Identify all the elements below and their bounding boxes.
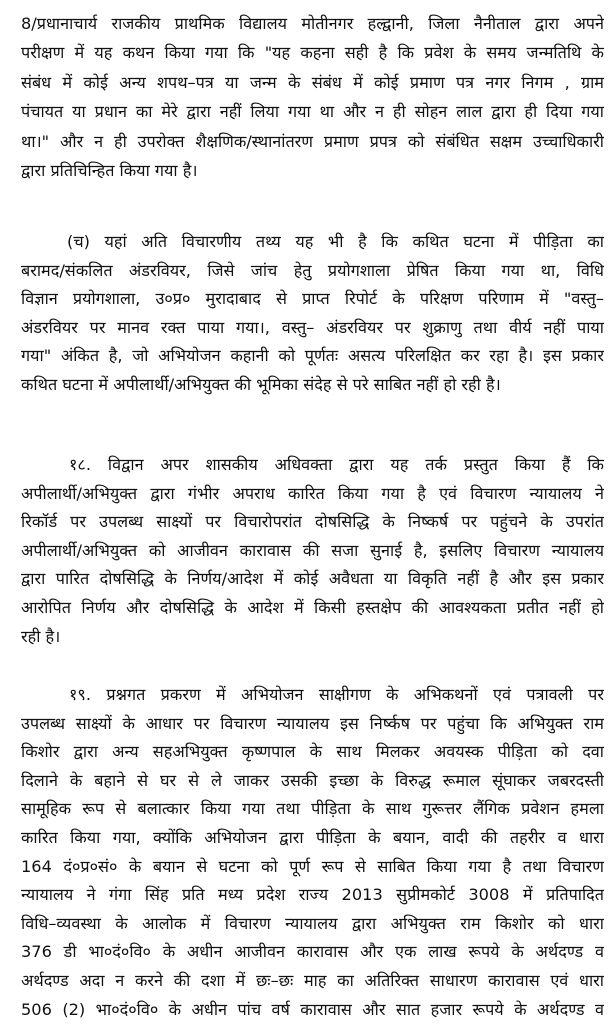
text-line: अपीलार्थी/अभियुक्त को आजीवन कारावास की सजा सुनाई है, इसलिए विचारण न्यायालय [21, 540, 604, 560]
text-line: था।" और न ही उपरोक्त शैक्षणिक/स्थानांतरण प्रमाण प्रपत्र को संबंधित सक्षम उच्चाधिकारी [21, 131, 604, 151]
text-line: 8/प्रधानाचार्य राजकीय प्राथमिक विद्यालय मोतीनगर हल्द्वानी, जिला नैनीताल द्वारा अपने [21, 14, 604, 33]
text-line: न्यायालय ने गंगा सिंह प्रति मध्य प्रदेश राज्य 2013 सुप्रीमकोर्ट 3008 में प्रतिपादित [21, 885, 604, 905]
text-line: अंडरवियर पर मानव रक्त पाया गया।, वस्तु– अंडरवियर पर शुक्राणु तथा वीर्य नहीं पाया [21, 317, 604, 337]
paragraph-continuation [21, 9, 604, 185]
text-line: कारित किया गया, क्योंकि अभियोजन द्वारा पीड़िता के बयान, वादी की तहरीर व धारा [21, 827, 604, 847]
text-line: 506 (2) भा०दं०वि० के अधीन पांच वर्ष कारावास और सात हजार रूपये के अर्थदण्ड व [21, 999, 604, 1019]
text-line: गया" अंकित है, जो अभियोजन कहानी को पूर्णतः असत्य परिलक्षित कर रहा है। इस प्रकार [21, 346, 604, 366]
text-line: अर्थदण्ड अदा न करने की दशा में छः–छः माह का अतिरिक्त साधारण कारावास एवं धारा [21, 970, 604, 990]
paragraph-first-line: १८. विद्वान अपर शासकीय अधिवक्ता द्वारा यह तर्क प्रस्तुत किया हैं कि [69, 455, 604, 474]
text-line: अपीलार्थी/अभियुक्त द्वारा गंभीर अपराध कारित किया गया है एवं विचारण न्यायालय ने [21, 483, 604, 503]
text-line: द्वारा पारित दोषसिद्धि के निर्णय/आदेश में कोई अवैधता या विकृति नहीं है और इस प्रकार [21, 569, 604, 589]
text-line: सामूहिक रूप से बलात्कार किया गया तथा पीड़िता के साथ गुरूत्तर लैंगिक प्रवेशन हमला [21, 799, 604, 819]
text-line: किशोर द्वारा अन्य सहअभियुक्त कृष्णपाल के साथ मिलकर अवयस्क पीड़िता को दवा [21, 742, 604, 762]
text-line: पंचायत या प्रधान का मेरे द्वारा नहीं लिया गया था और न ही सोहन लाल द्वारा ही दिया गया [21, 102, 604, 122]
text-line: रिकॉर्ड पर उपलब्ध साक्ष्यों पर विचारोपरांत दोषसिद्धि के निष्कर्ष पर पहुंचने के उपरांत [21, 512, 604, 532]
paragraph-19 [21, 681, 604, 1024]
text-line: विज्ञान प्रयोगशाला, उ०प्र० मुरादाबाद से प्राप्त रिपोर्ट के परिक्षण परिणाम में "वस्तु– [21, 289, 604, 309]
text-line: 164 दं०प्र०सं० के बयान से घटना को पूर्ण रूप से साबित किया गया है तथा विचारण [21, 856, 604, 876]
text-line: बरामद/संकलित अंडरवियर, जिसे जांच हेतु प्रयोगशाला प्रेषित किया गया था, विधि [21, 260, 604, 280]
text-line: रही है। [21, 626, 61, 646]
text-line: संबंध में कोई अन्य शपथ–पत्र या जन्म के संबंध में कोई प्रमाण पत्र नगर निगम , ग्राम [21, 72, 604, 92]
text-line: दिलाने के बहाने से घर से ले जाकर उसकी इच्छा के विरुद्ध रूमाल सूंघाकर जबरदस्ती [21, 770, 604, 790]
paragraph-first-line: १९. प्रश्नगत प्रकरण में अभियोजन साक्षीगण के अभिकथनों एवं पत्रावली पर [69, 685, 604, 704]
text-line: 376 डी भा०दं०वि० के अधीन आजीवन कारावास और एक लाख रूपये के अर्थदण्ड व [21, 942, 604, 962]
text-line: परीक्षण में यह कथन किया गया कि "यह कहना सही है कि प्रवेश के समय जन्मतिथि के [21, 43, 604, 63]
paragraph-first-line: (च) यहां अति विचारणीय तथ्य यह भी है कि कथित घटना में पीड़िता का [67, 232, 604, 251]
text-line: द्वारा प्रतिचिन्हित किया गया है। [21, 160, 198, 180]
paragraph-cha [21, 228, 604, 400]
text-line: कथित घटना में अपीलार्थी/अभियुक्त की भूमिका संदेह से परे साबित नहीं हो रही है। [21, 374, 501, 394]
text-line: विधि–व्यवस्था के आलोक में विचारण न्यायालय द्वारा अभियुक्त राम किशोर को धारा [21, 913, 604, 933]
text-line: उपलब्ध साक्ष्यों के आधार पर विचारण न्यायालय इस निर्ष्कष पर पहुंचा कि अभियुक्त राम [21, 713, 604, 733]
text-line: आरोपित निर्णय और दोषसिद्धि के आदेश में किसी हस्तक्षेप की आवश्यकता प्रतीत नहीं हो [21, 597, 604, 617]
paragraph-18 [21, 451, 604, 651]
